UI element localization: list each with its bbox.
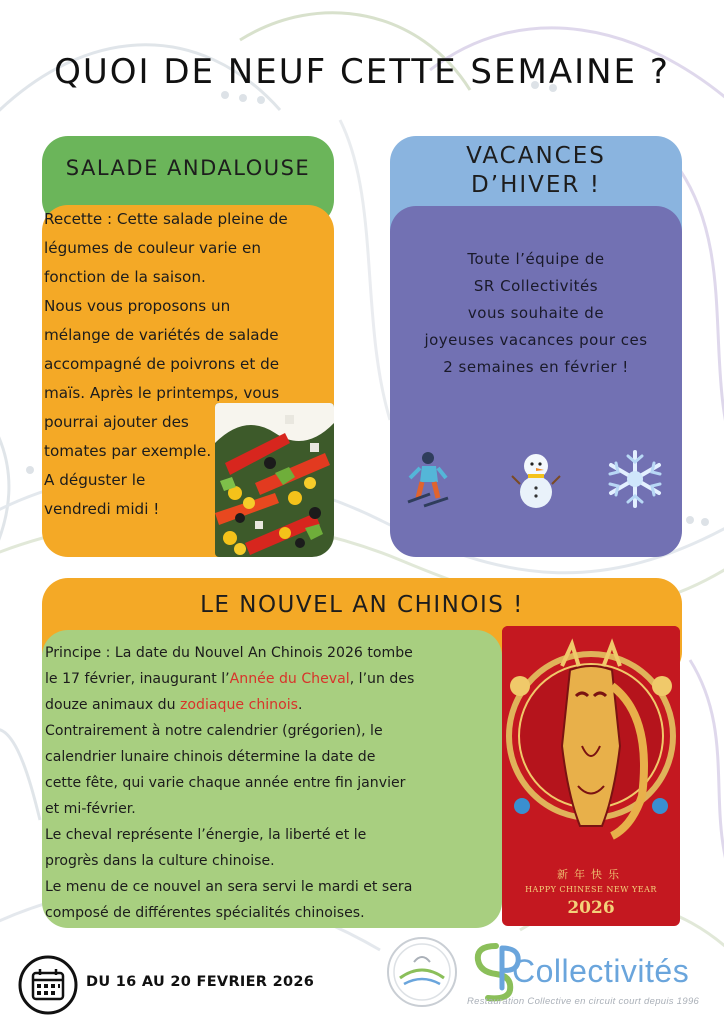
holidays-card-title <box>390 142 682 200</box>
cny-text-fragment: . <box>297 697 303 713</box>
salad-text-line: fonction de la saison. <box>44 268 206 286</box>
cny-text-line: et mi-février. <box>45 801 136 817</box>
snowflake-icon <box>604 448 666 510</box>
salad-text-line: tomates par exemple. <box>44 442 212 460</box>
week-date-range: DU 16 AU 20 FEVRIER 2026 <box>86 974 315 990</box>
company-emblem-logo <box>384 934 460 1010</box>
cny-text-line: Contrairement à notre calendrier (grégorien), le <box>45 723 383 739</box>
logo-tagline: Restauration Collective en circuit court depuis 1996 <box>467 996 700 1007</box>
cny-text-fragment: , l’un des <box>349 671 415 687</box>
salad-card-title: SALADE ANDALOUSE <box>65 156 311 180</box>
holidays-text-line: joyeuses vacances pour ces <box>424 331 648 349</box>
cny-text-line <box>45 666 505 692</box>
page-title: QUOI DE NEUF CETTE SEMAINE ? <box>54 52 670 92</box>
holidays-text-line: Toute l’équipe de <box>467 250 605 268</box>
logo-wordmark: Collectivités <box>512 953 690 989</box>
salad-text-line: A déguster le <box>44 471 146 489</box>
cny-card-title: LE NOUVEL AN CHINOIS ! <box>200 592 524 618</box>
salad-text-line: Recette : Cette salade pleine de <box>44 210 288 228</box>
holidays-text-line: 2 semaines en février ! <box>443 358 629 376</box>
skier-icon <box>404 448 452 512</box>
cny-text-line: Le cheval représente l’énergie, la liberté et le <box>45 827 367 843</box>
salad-text-line: mélange de variétés de salade <box>44 326 279 344</box>
cny-text-line <box>45 692 505 718</box>
year-of-horse-link[interactable]: Année du Cheval <box>229 671 350 687</box>
snowman-icon <box>510 444 562 512</box>
calendar-icon <box>18 955 78 1015</box>
salad-text-line: accompagné de poivrons et de <box>44 355 280 373</box>
cny-text-line: calendrier lunaire chinois détermine la date de <box>45 749 376 765</box>
holidays-message <box>390 246 682 381</box>
cny-text-line: composé de différentes spécialités chinoises. <box>45 905 365 921</box>
poster-year: 2026 <box>567 898 615 918</box>
salad-text-line: Nous vous proposons un <box>44 297 231 315</box>
cny-text-line: Le menu de ce nouvel an sera servi le mardi et sera <box>45 879 413 895</box>
cny-text-fragment: douze animaux du <box>45 697 181 713</box>
cny-text-fragment: le 17 février, inaugurant l’ <box>45 671 230 687</box>
salad-text-line: vendredi midi ! <box>44 500 160 518</box>
salad-photo <box>215 403 334 557</box>
salad-text-line: pourrai ajouter des <box>44 413 189 431</box>
salad-text-line: maïs. Après le printemps, vous <box>44 384 280 402</box>
chinese-zodiac-link[interactable]: zodiaque chinois <box>180 697 298 713</box>
poster-english-text: HAPPY CHINESE NEW YEAR <box>525 885 657 894</box>
poster-chinese-text: 新年快乐 <box>557 868 625 881</box>
cny-text-line: progrès dans la culture chinoise. <box>45 853 275 869</box>
holidays-text-line: vous souhaite de <box>467 304 605 322</box>
cny-text-line: Principe : La date du Nouvel An Chinois 2026 tombe <box>45 645 413 661</box>
horse-illustration <box>502 626 680 866</box>
holidays-text-line: SR Collectivités <box>473 277 599 295</box>
cny-text-line: cette fête, qui varie chaque année entre fin janvier <box>45 775 406 791</box>
holidays-title-line: VACANCES <box>466 143 606 169</box>
salad-text-line: légumes de couleur varie en <box>44 239 261 257</box>
chinese-new-year-poster <box>502 626 680 926</box>
holidays-title-line: D’HIVER ! <box>471 172 601 198</box>
cny-description <box>45 640 505 926</box>
